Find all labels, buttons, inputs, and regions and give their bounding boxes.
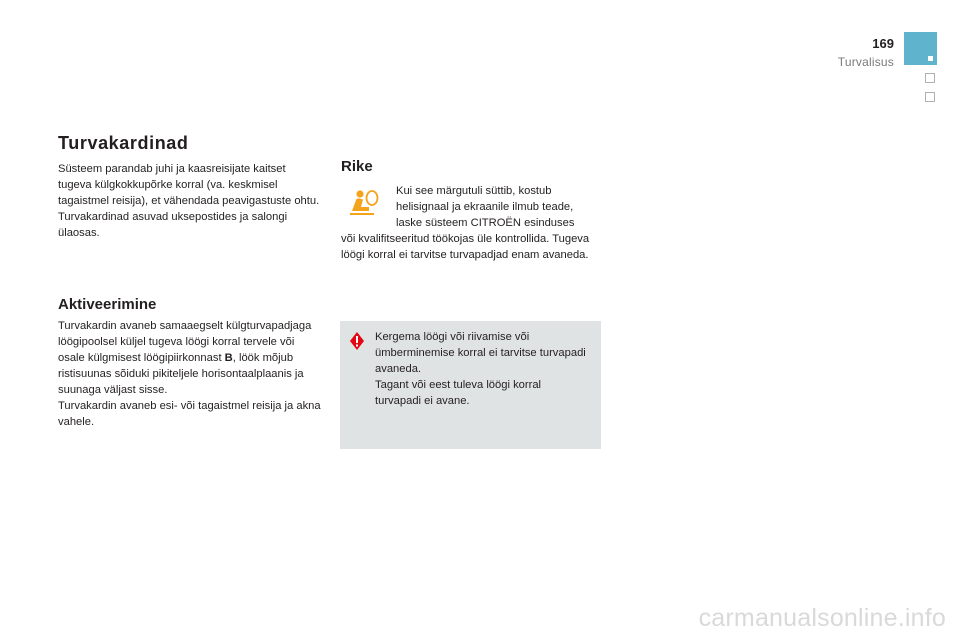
aktiveerimine-text	[58, 318, 322, 430]
rike-text-wrapped: Kui see märgutuli süttib, kostub helisignaal ja ekraanile ilmub teade, laske süsteem CITROËN esinduses	[396, 185, 575, 229]
page-number: 169	[872, 36, 894, 51]
page-title: Turvakardinad	[58, 133, 189, 153]
aktiveerimine-paragraph	[58, 318, 322, 398]
section-heading-aktiveerimine: Aktiveerimine	[58, 296, 157, 313]
rike-text: või kvalifitseeritud töökojas üle kontrollida. Tugeva löögi korral ei tarvitse turvapadjad enam avaneda.	[341, 233, 590, 261]
intro-text	[58, 161, 320, 241]
watermark: carmanualsonline.info	[698, 604, 946, 632]
section-heading-rike: Rike	[341, 158, 373, 175]
section-name: Turvalisus	[837, 55, 894, 69]
warning-note-text	[375, 329, 590, 409]
section-tab-empty	[925, 92, 935, 102]
warning-exclamation-icon	[349, 331, 365, 351]
aktiveerimine-paragraph-2: Turvakardin avaneb esi- või tagaistmel reisija ja akna vahele.	[58, 400, 321, 428]
note-line: Kergema löögi või riivamise või ümberminemise korral ei tarvitse turvapadi avaneda.	[375, 331, 586, 375]
tab-dot	[928, 56, 933, 61]
airbag-warning-lamp-icon	[347, 188, 381, 218]
aktiveerimine-text-start: Turvakardin avaneb samaaegselt külgturvapadjaga löögipoolsel küljel tugeva löögi korral tervele või osale külgmisest löögipiirkonnast	[58, 320, 312, 364]
zone-label-b: B	[224, 352, 233, 364]
warning-note-box	[340, 321, 601, 449]
intro-paragraph: Süsteem parandab juhi ja kaasreisijate kaitset tugeva külgkokkupõrke korral (va. keskmisel tagaistmel reisija), et vähendada peavigastuste ohtu.	[58, 163, 320, 207]
intro-paragraph: Turvakardinad asuvad uksepostides ja salongi ülaosas.	[58, 211, 288, 239]
section-tab-empty	[925, 73, 935, 83]
aktiveerimine-text-end: , löök mõjub ristisuunas sõiduki pikiteljele horisontaalplaanis ja suunaga väljast sisse.	[58, 352, 304, 396]
note-line: Tagant või eest tuleva löögi korral turvapadi ei avane.	[375, 379, 542, 407]
section-tab-active	[904, 32, 937, 65]
